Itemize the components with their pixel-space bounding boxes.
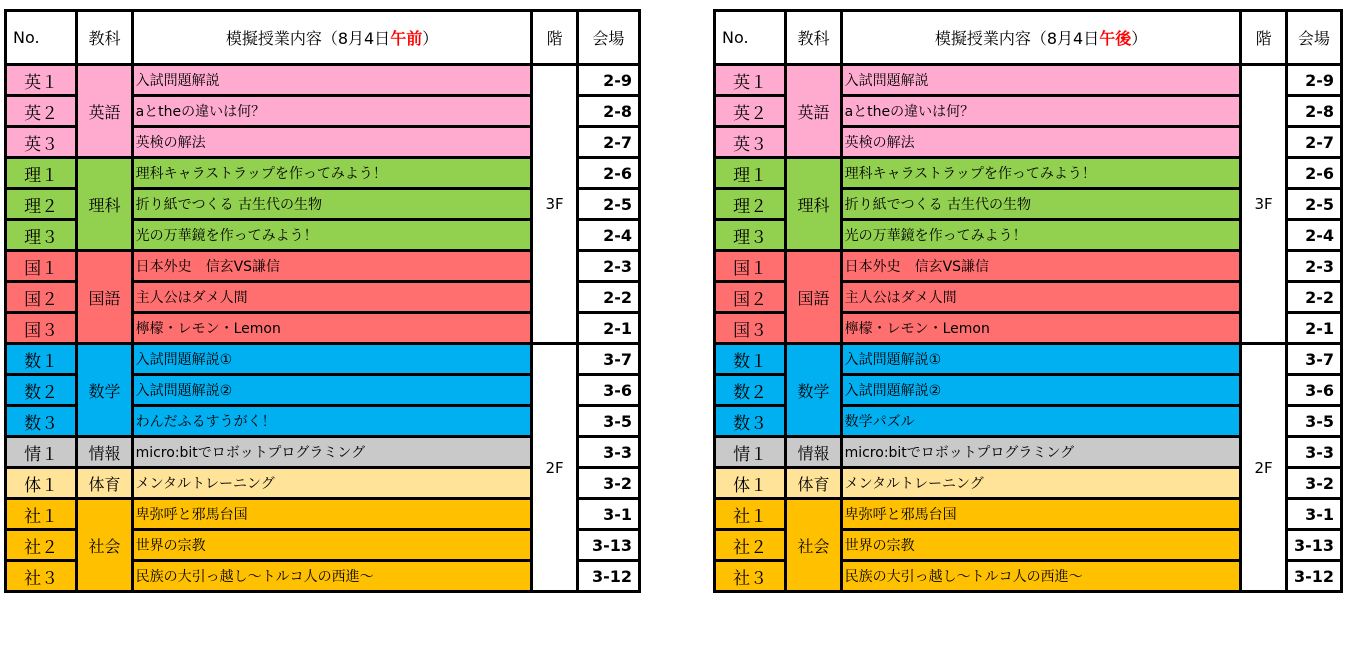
- subject-cell: 数学: [77, 344, 132, 437]
- row-no: 社２: [6, 530, 77, 561]
- row-content: 英検の解法: [132, 127, 532, 158]
- row-content: 折り紙でつくる 古生代の生物: [132, 189, 532, 220]
- row-room: 3-3: [1286, 437, 1341, 468]
- header-subject: 教科: [786, 11, 841, 65]
- row-content: aとtheの違いは何？: [132, 96, 532, 127]
- row-content: aとtheの違いは何？: [841, 96, 1241, 127]
- row-no: 理１: [715, 158, 786, 189]
- row-content: 入試問題解説: [132, 65, 532, 96]
- row-content: 主人公はダメ人間: [132, 282, 532, 313]
- row-room: 2-2: [1286, 282, 1341, 313]
- row-content: 檸檬・レモン・Lemon: [132, 313, 532, 344]
- row-no: 数３: [715, 406, 786, 437]
- row-no: 国１: [715, 251, 786, 282]
- row-room: 2-4: [1286, 220, 1341, 251]
- row-no: 国３: [715, 313, 786, 344]
- row-no: 情１: [715, 437, 786, 468]
- row-content: 檸檬・レモン・Lemon: [841, 313, 1241, 344]
- row-content: メンタルトレーニング: [132, 468, 532, 499]
- row-content: 数学パズル: [841, 406, 1241, 437]
- header-room: 会場: [1286, 11, 1341, 65]
- header-floor: 階: [532, 11, 577, 65]
- row-no: 数２: [6, 375, 77, 406]
- row-no: 社１: [715, 499, 786, 530]
- row-content: 英検の解法: [841, 127, 1241, 158]
- row-room: 3-7: [577, 344, 639, 375]
- subject-cell: 社会: [77, 499, 132, 592]
- subject-cell: 体育: [77, 468, 132, 499]
- row-room: 3-13: [577, 530, 639, 561]
- row-room: 3-2: [1286, 468, 1341, 499]
- row-content: 理科キャラストラップを作ってみよう！: [132, 158, 532, 189]
- header-row: [6, 11, 640, 65]
- row-content: 主人公はダメ人間: [841, 282, 1241, 313]
- header-no: No.: [715, 11, 786, 65]
- subject-cell: 情報: [786, 437, 841, 468]
- row-no: 英１: [715, 65, 786, 96]
- floor-cell: 2F: [1241, 344, 1286, 592]
- header-period: 午後: [1099, 29, 1132, 48]
- subject-cell: 国語: [77, 251, 132, 344]
- header-content-prefix: 模擬授業内容（8月4日: [934, 29, 1100, 48]
- row-no: 情１: [6, 437, 77, 468]
- header-period: 午前: [390, 29, 423, 48]
- row-room: 2-1: [577, 313, 639, 344]
- row-content: 世界の宗教: [132, 530, 532, 561]
- table-row: [6, 65, 640, 96]
- floor-cell: 3F: [532, 65, 577, 344]
- row-room: 2-4: [577, 220, 639, 251]
- row-room: 3-5: [1286, 406, 1341, 437]
- row-room: 3-1: [1286, 499, 1341, 530]
- header-floor: 階: [1241, 11, 1286, 65]
- header-subject: 教科: [77, 11, 132, 65]
- afternoon-schedule-table: [713, 9, 1343, 593]
- header-content: [132, 11, 532, 65]
- row-content: 入試問題解説①: [132, 344, 532, 375]
- row-content: 卑弥呼と邪馬台国: [132, 499, 532, 530]
- row-no: 理３: [715, 220, 786, 251]
- row-room: 2-5: [577, 189, 639, 220]
- row-content: 理科キャラストラップを作ってみよう！: [841, 158, 1241, 189]
- row-no: 英３: [6, 127, 77, 158]
- table-row: [715, 65, 1342, 96]
- row-no: 数１: [6, 344, 77, 375]
- table-row: [715, 344, 1342, 375]
- subject-cell: 英語: [786, 65, 841, 158]
- row-no: 理３: [6, 220, 77, 251]
- row-content: 入試問題解説: [841, 65, 1241, 96]
- floor-cell: 3F: [1241, 65, 1286, 344]
- subject-cell: 社会: [786, 499, 841, 592]
- row-content: 日本外史 信玄VS謙信: [841, 251, 1241, 282]
- row-room: 2-8: [577, 96, 639, 127]
- row-room: 3-3: [577, 437, 639, 468]
- morning-schedule-table: [4, 9, 641, 593]
- row-no: 社３: [6, 561, 77, 592]
- row-content: 入試問題解説②: [841, 375, 1241, 406]
- row-no: 国１: [6, 251, 77, 282]
- row-content: 入試問題解説①: [841, 344, 1241, 375]
- header-content-suffix: ）: [422, 29, 439, 48]
- row-room: 2-2: [577, 282, 639, 313]
- row-no: 国３: [6, 313, 77, 344]
- subject-cell: 理科: [77, 158, 132, 251]
- row-no: 理１: [6, 158, 77, 189]
- row-room: 2-7: [577, 127, 639, 158]
- row-content: 民族の大引っ越し～トルコ人の西進～: [841, 561, 1241, 592]
- table-row: [6, 344, 640, 375]
- row-room: 3-1: [577, 499, 639, 530]
- row-room: 2-6: [577, 158, 639, 189]
- header-content: [841, 11, 1241, 65]
- row-content: わんだふるすうがく！: [132, 406, 532, 437]
- row-no: 理２: [6, 189, 77, 220]
- row-room: 2-3: [1286, 251, 1341, 282]
- row-no: 社１: [6, 499, 77, 530]
- row-room: 3-6: [1286, 375, 1341, 406]
- row-no: 数１: [715, 344, 786, 375]
- subject-cell: 情報: [77, 437, 132, 468]
- row-content: 世界の宗教: [841, 530, 1241, 561]
- row-room: 3-12: [1286, 561, 1341, 592]
- subject-cell: 英語: [77, 65, 132, 158]
- row-room: 2-1: [1286, 313, 1341, 344]
- header-content-prefix: 模擬授業内容（8月4日: [225, 29, 391, 48]
- row-no: 国２: [715, 282, 786, 313]
- subject-cell: 理科: [786, 158, 841, 251]
- row-room: 2-9: [577, 65, 639, 96]
- row-no: 英２: [715, 96, 786, 127]
- row-room: 2-6: [1286, 158, 1341, 189]
- row-content: 日本外史 信玄VS謙信: [132, 251, 532, 282]
- subject-cell: 国語: [786, 251, 841, 344]
- subject-cell: 数学: [786, 344, 841, 437]
- row-no: 英２: [6, 96, 77, 127]
- row-no: 英３: [715, 127, 786, 158]
- header-room: 会場: [577, 11, 639, 65]
- row-content: 入試問題解説②: [132, 375, 532, 406]
- header-no: No.: [6, 11, 77, 65]
- row-room: 2-5: [1286, 189, 1341, 220]
- row-room: 2-8: [1286, 96, 1341, 127]
- row-no: 数３: [6, 406, 77, 437]
- row-content: 卑弥呼と邪馬台国: [841, 499, 1241, 530]
- row-content: micro:bitでロボットプログラミング: [132, 437, 532, 468]
- row-room: 3-7: [1286, 344, 1341, 375]
- row-no: 体１: [6, 468, 77, 499]
- row-content: 光の万華鏡を作ってみよう！: [132, 220, 532, 251]
- header-content-suffix: ）: [1131, 29, 1148, 48]
- row-no: 英１: [6, 65, 77, 96]
- row-no: 国２: [6, 282, 77, 313]
- row-room: 2-9: [1286, 65, 1341, 96]
- subject-cell: 体育: [786, 468, 841, 499]
- floor-cell: 2F: [532, 344, 577, 592]
- row-no: 理２: [715, 189, 786, 220]
- row-room: 2-7: [1286, 127, 1341, 158]
- row-room: 3-2: [577, 468, 639, 499]
- row-content: 光の万華鏡を作ってみよう！: [841, 220, 1241, 251]
- header-row: [715, 11, 1342, 65]
- row-no: 数２: [715, 375, 786, 406]
- row-content: メンタルトレーニング: [841, 468, 1241, 499]
- row-content: micro:bitでロボットプログラミング: [841, 437, 1241, 468]
- row-no: 社２: [715, 530, 786, 561]
- row-room: 3-5: [577, 406, 639, 437]
- row-room: 3-13: [1286, 530, 1341, 561]
- row-room: 3-6: [577, 375, 639, 406]
- row-no: 社３: [715, 561, 786, 592]
- row-room: 3-12: [577, 561, 639, 592]
- row-room: 2-3: [577, 251, 639, 282]
- row-content: 折り紙でつくる 古生代の生物: [841, 189, 1241, 220]
- row-content: 民族の大引っ越し～トルコ人の西進～: [132, 561, 532, 592]
- row-no: 体１: [715, 468, 786, 499]
